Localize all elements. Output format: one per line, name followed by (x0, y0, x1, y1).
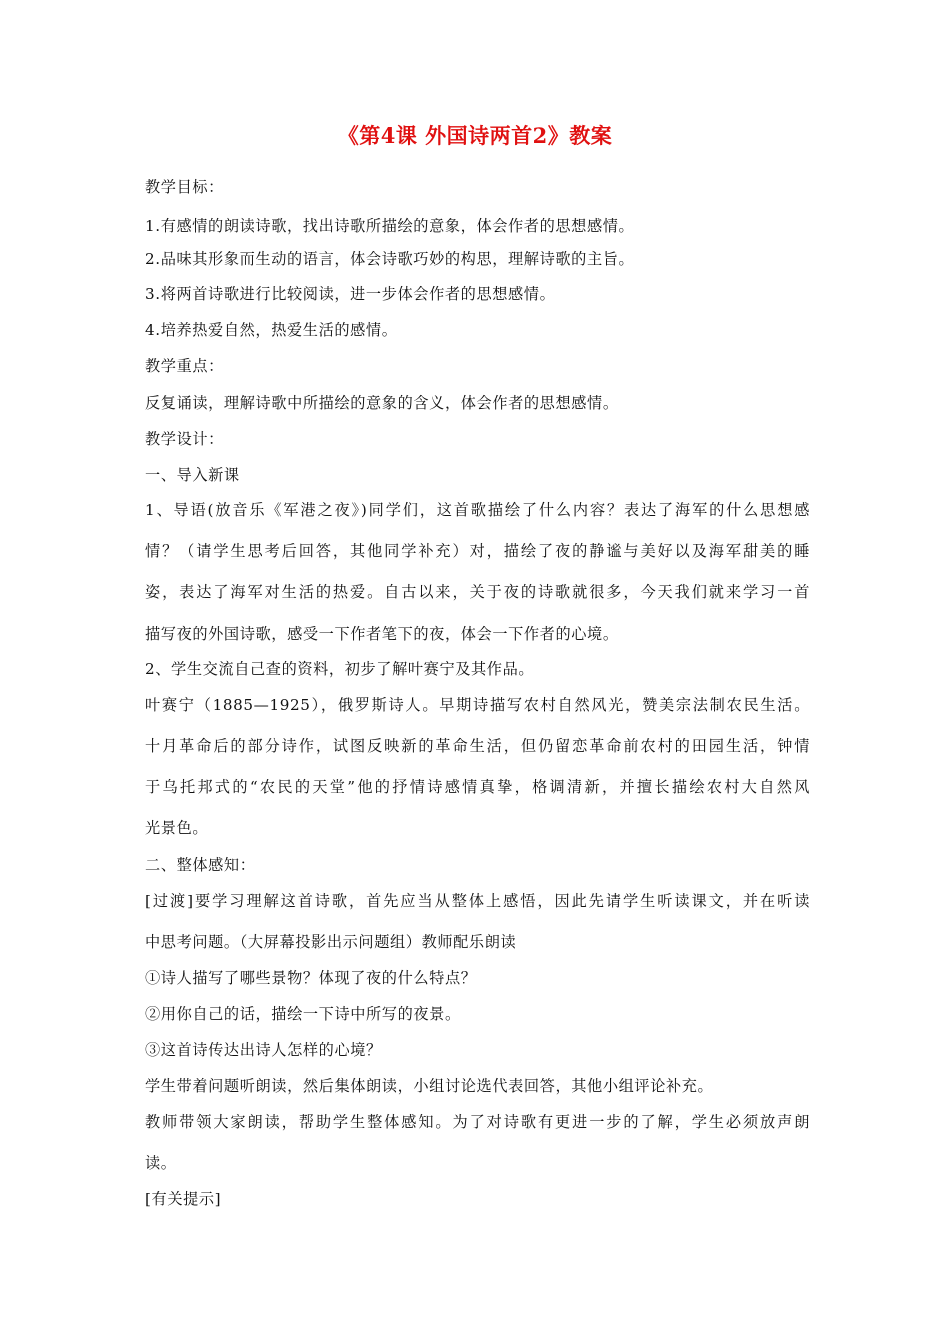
heading-key-points: 教学重点： (145, 357, 224, 375)
question-item: ②用你自己的话，描绘一下诗中所写的夜景。 (145, 1005, 461, 1023)
paragraph-line: 2、学生交流自己查的资料，初步了解叶赛宁及其作品。 (145, 660, 535, 678)
paragraph-line: 光景色。 (145, 819, 209, 837)
paragraph-line: 十月革命后的部分诗作，试图反映新的革命生活，但仍留恋革命前农村的田园生活，钟情 (145, 737, 810, 755)
objective-item: 1.有感情的朗读诗歌，找出诗歌所描绘的意象，体会作者的思想感情。 (145, 217, 635, 235)
paragraph-line: 教师带领大家朗读，帮助学生整体感知。为了对诗歌有更进一步的了解，学生必须放声朗 (145, 1113, 810, 1131)
section-heading: [有关提示] (145, 1190, 222, 1208)
paragraph-line: [过渡]要学习理解这首诗歌，首先应当从整体上感悟，因此先请学生听读课文，并在听读 (145, 892, 810, 910)
paragraph-line: 于乌托邦式的“农民的天堂”他的抒情诗感情真挚，格调清新，并擅长描绘农村大自然风 (145, 778, 810, 796)
page-title: 《第4课 外国诗两首2》教案 (337, 123, 613, 148)
paragraph-line: 读。 (145, 1154, 177, 1172)
paragraph-line: 学生带着问题听朗读，然后集体朗读，小组讨论选代表回答，其他小组评论补充。 (145, 1077, 714, 1095)
question-item: ①诗人描写了哪些景物？体现了夜的什么特点？ (145, 969, 477, 987)
objective-item: 2.品味其形象而生动的语言，体会诗歌巧妙的构思，理解诗歌的主旨。 (145, 250, 635, 268)
paragraph-line: 1、导语(放音乐《军港之夜》)同学们，这首歌描绘了什么内容？表达了海军的什么思想感 (145, 501, 810, 519)
paragraph-line: 描写夜的外国诗歌，感受一下作者笔下的夜，体会一下作者的心境。 (145, 625, 619, 643)
heading-objectives: 教学目标： (145, 178, 224, 196)
section-heading: 二、整体感知： (145, 856, 256, 874)
paragraph-line: 反复诵读，理解诗歌中所描绘的意象的含义，体会作者的思想感情。 (145, 394, 619, 412)
objective-item: 4.培养热爱自然，热爱生活的感情。 (145, 321, 398, 339)
question-item: ③这首诗传达出诗人怎样的心境？ (145, 1041, 382, 1059)
paragraph-line: 中思考问题。（大屏幕投影出示问题组）教师配乐朗读 (145, 933, 517, 951)
heading-design: 教学设计： (145, 430, 224, 448)
section-heading: 一、导入新课 (145, 466, 240, 484)
paragraph-line: 姿，表达了海军对生活的热爱。自古以来，关于夜的诗歌就很多，今天我们就来学习一首 (145, 583, 810, 601)
paragraph-line: 叶赛宁（1885—1925），俄罗斯诗人。早期诗描写农村自然风光，赞美宗法制农民生活。 (145, 696, 810, 714)
objective-item: 3.将两首诗歌进行比较阅读，进一步体会作者的思想感情。 (145, 285, 556, 303)
paragraph-line: 情？（请学生思考后回答，其他同学补充）对，描绘了夜的静谧与美好以及海军甜美的睡 (145, 542, 810, 560)
